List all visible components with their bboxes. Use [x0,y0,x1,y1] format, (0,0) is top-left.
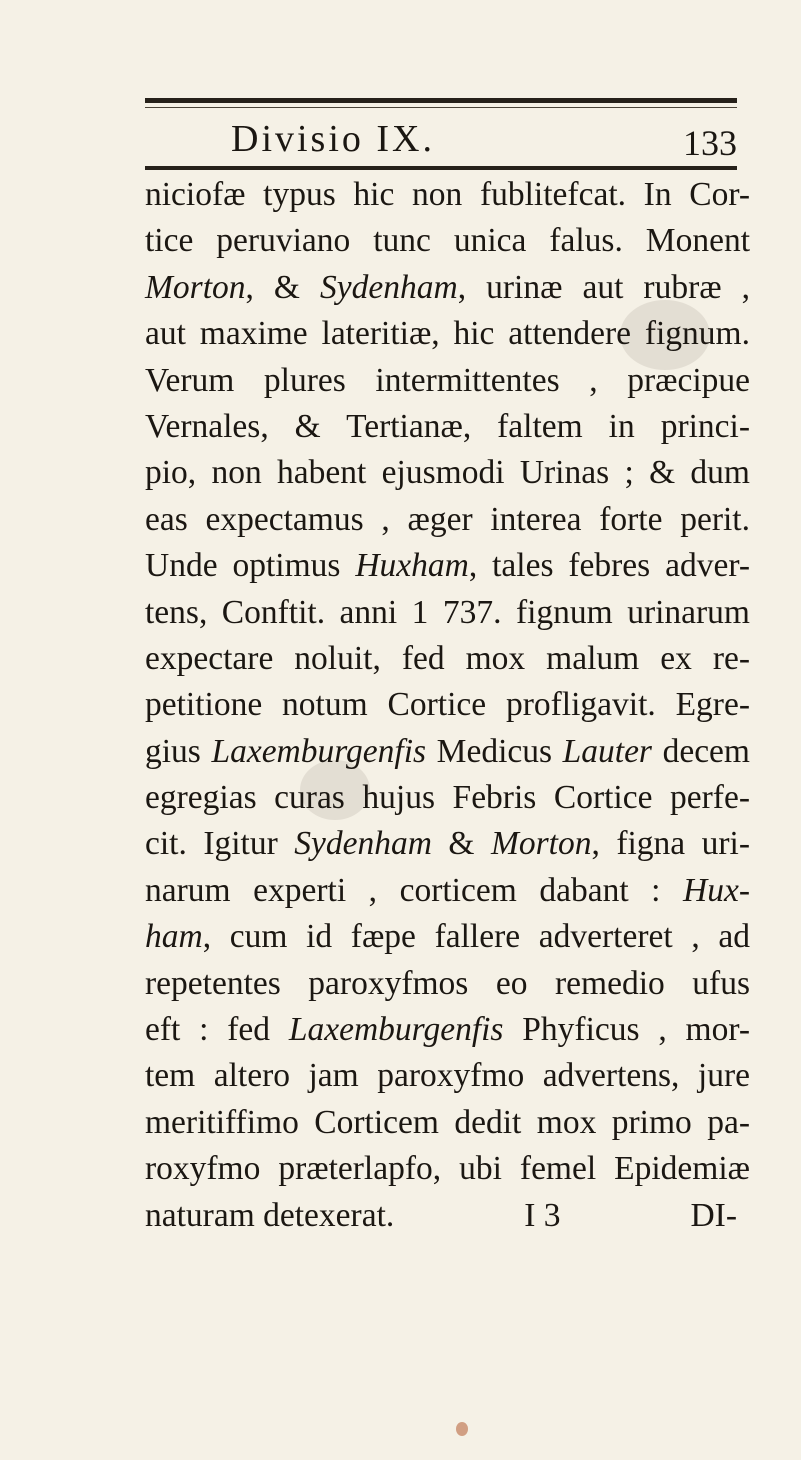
text-line [145,729,750,775]
text-segment: roxyfmo præterlapfo, ubi femel Epidemiæ [145,1150,750,1188]
text-segment: niciofæ typus hic non fublitefcat. In Cor- [145,176,750,213]
text-segment: Unde optimus [145,547,356,585]
text-line [145,1007,750,1053]
text-line [145,821,750,867]
footer-row [145,1193,737,1239]
text-segment: gius [145,732,212,770]
ink-smudge [456,1422,468,1436]
text-segment: Vernales, & Tertianæ, faltem in princi- [145,407,750,445]
text-segment: , figna uri- [591,825,751,863]
body-text [145,172,750,1239]
text-line [145,311,750,357]
text-segment: petitione notum Cortice profligavit. Egre- [145,686,750,724]
text-segment: , urinæ aut rubræ , [457,268,750,306]
italic-name: Sydenham [320,268,458,306]
italic-name: Morton [490,825,592,863]
last-line-text: naturam detexerat. [145,1196,395,1234]
text-line [145,497,750,543]
page-header [145,114,737,166]
text-segment: tice peruviano tunc unica falus. Monent [145,222,750,260]
text-line [145,1146,750,1192]
text-line [145,218,750,264]
text-segment: , tales febres adver- [468,547,750,585]
text-line [145,404,750,450]
text-segment: , cum id fæpe fallere adverteret , ad [202,918,750,956]
text-segment: decem [651,732,750,770]
text-line [145,450,750,496]
text-segment: repetentes paroxyfmos eo remedio ufus [145,964,750,1002]
header-rule-bottom [145,166,737,170]
text-segment: egregias curas hujus Febris Cortice perfe- [145,779,750,817]
text-line [145,1100,750,1146]
running-head: Divisio IX. [231,118,435,160]
text-line [145,775,750,821]
text-segment: tem altero jam paroxyfmo advertens, jure [145,1057,750,1095]
text-segment: & [431,825,491,863]
italic-name: Hux- [683,871,750,909]
italic-name: Lauter [562,732,652,770]
text-line [145,961,750,1007]
italic-name: Huxham [355,547,469,585]
text-line [145,543,750,589]
text-line [145,358,750,404]
text-line [145,868,750,914]
italic-name: Sydenham [294,825,432,863]
text-segment: meritiffimo Corticem dedit mox primo pa- [145,1103,750,1141]
text-line [145,636,750,682]
header-rule-thick [145,98,737,103]
final-line [145,1193,750,1239]
text-segment: Medicus [426,732,563,770]
text-line [145,265,750,311]
text-line [145,172,750,218]
page-number: 133 [683,123,737,163]
text-line [145,914,750,960]
text-segment: expectare noluit, fed mox malum ex re- [145,639,750,677]
text-segment: aut maxime lateritiæ, hic attendere fignum. [145,315,750,353]
text-segment: Verum plures intermittentes , præcipue [145,361,750,399]
header-rule-thin [145,107,737,108]
text-segment: narum experti , corticem dabant : [145,871,684,909]
signature-mark: I 3 [524,1196,561,1234]
text-segment: pio, non habent ejusmodi Urinas ; & dum [145,454,750,492]
text-segment: eft : fed [145,1011,289,1049]
text-segment: eas expectamus , æger interea forte perit. [145,500,750,538]
text-line [145,682,750,728]
catchword: DI- [690,1196,737,1234]
italic-name: Laxemburgenfis [288,1011,504,1049]
text-segment: , & [245,268,321,306]
text-line [145,1053,750,1099]
text-segment: tens, Conftit. anni 1 737. fignum urinarum [145,593,750,631]
text-segment: cit. Igitur [145,825,295,863]
text-segment: Phyficus , mor- [503,1011,750,1049]
italic-name: Laxemburgenfis [211,732,427,770]
text-line [145,590,750,636]
italic-name: ham [145,918,203,956]
italic-name: Morton [145,268,246,306]
